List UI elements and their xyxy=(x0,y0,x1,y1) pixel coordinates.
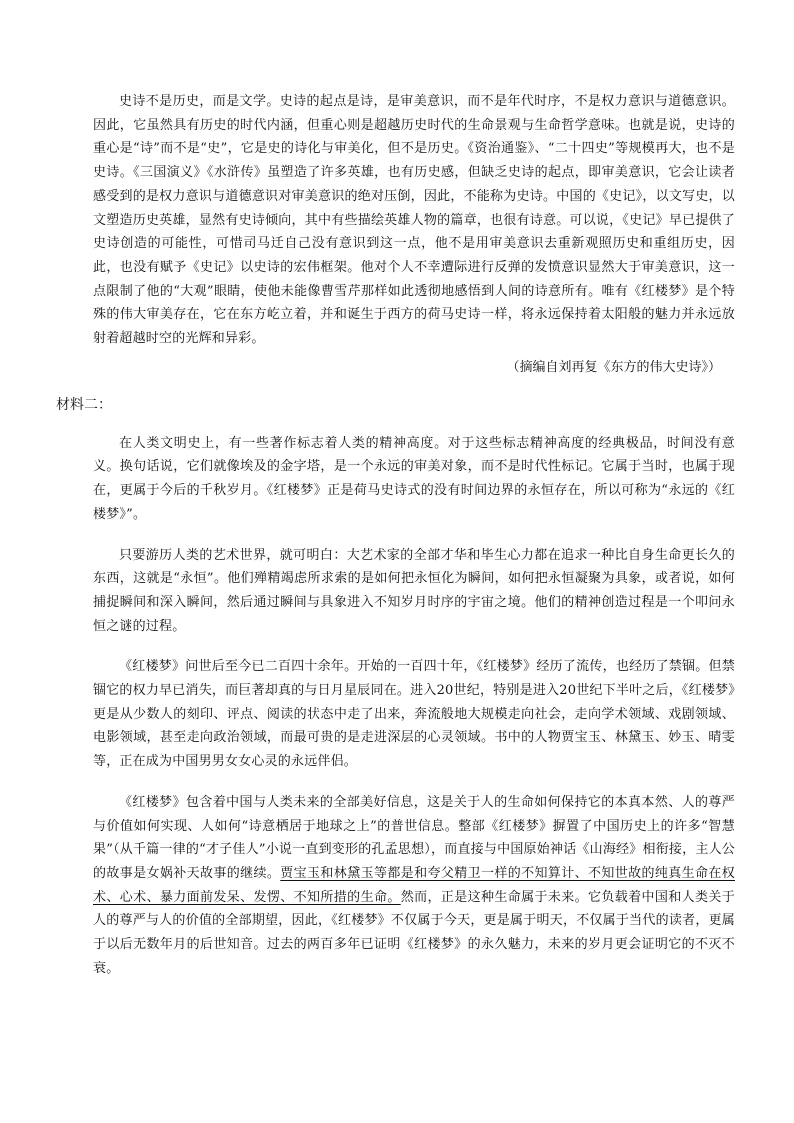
material-one-paragraph: 史诗不是历史，而是文学。史诗的起点是诗，是审美意识，而不是年代时序，不是权力意识与道德意识。因此，它虽然具有历史的时代内涵，但重心则是超越历史时代的生命景观与生命哲学意味。也就是说，史诗的重心是“诗”而不是“史”，它是史的诗化与审美化，但不是历史。《资治通鉴》、“二十四史”等规模再大，也不是史诗。《三国演义》《水浒传》虽塑造了许多英雄，也有历史感，但缺乏史诗的起点，即审美意识，它会让读者感受到的是权力意识与道德意识对审美意识的绝对压倒，因此，不能称为史诗。中国的《史记》，以文写史，以文塑造历史英雄，显然有史诗倾向，其中有些描绘英雄人物的篇章，也很有诗意。可以说，《史记》早已提供了史诗创造的可能性，可惜司马迁自己没有意识到这一点，他不是用审美意识去重新观照历史和重组历史，因此，也没有赋予《史记》以史诗的宏伟框架。他对个人不幸遭际进行反弹的发愤意识显然大于审美意识，这一点限制了他的“大观”眼睛，使他未能像曹雪芹那样如此透彻地感悟到人间的诗意所有。唯有《红楼梦》是个特殊的伟大审美存在，它在东方屹立着，并和诞生于西方的荷马史诗一样，将永远保持着太阳般的魅力并永远放射着超越时空的光辉和异彩。 xyxy=(93,94,735,347)
document-page xyxy=(56,90,735,981)
material-two-paragraph-4 xyxy=(93,791,735,981)
paragraph-4-text-before: 《红楼梦》包含着中国与人类未来的全部美好信息，这是关于人的生命如何保持它的本真本然、人的尊严与价值如何实现、人如何“诗意栖居于地球之上”的普世信息。整部《红楼梦》摒置了中国历史上的许多“智慧果”（从千篇一律的“才子佳人”小说一直到变形的孔孟思想），而直接与中国原始神话《山海经》相衔接，主人公的故事是女娲补天故事的继续。 xyxy=(93,794,735,881)
material-two-heading: 材料二： xyxy=(56,396,112,413)
paragraph-4-text-after: 然而，正是这种生命属于未来。它负载着中国和人类关于人的尊严与人的价值的全部期望，因此，《红楼梦》不仅属于今天，更是属于明天，不仅属于当代的读者，更属于以后无数年月的后世知音。过去的两百多年已证明《红楼梦》的永久魅力，未来的岁月更会证明它的不灭不衰。 xyxy=(93,889,735,976)
material-two-paragraph-2: 只要游历人类的艺术世界，就可明白：大艺术家的全部才华和毕生心力都在追求一种比自身生命更长久的东西，这就是“永恒”。他们殚精竭虑所求索的是如何把永恒化为瞬间，如何把永恒凝聚为具象，或者说，如何捕捉瞬间和深入瞬间，然后通过瞬间与具象进入不知岁月时序的宇宙之境。他们的精神创造过程是一个叩问永恒之谜的过程。 xyxy=(93,547,735,634)
material-two-paragraph-1: 在人类文明史上，有一些著作标志着人类的精神高度。对于这些标志精神高度的经典极品，时间没有意义。换句话说，它们就像埃及的金字塔，是一个永远的审美对象，而不是时代性标记。它属于当时，也属于现在，更属于今后的千秋岁月。《红楼梦》正是荷马史诗式的没有时间边界的永恒存在，所以可称为“永远的《红楼梦》”。 xyxy=(93,435,735,522)
material-two-paragraph-3: 《红楼梦》问世后至今已二百四十余年。开始的一百四十年，《红楼梦》经历了流传，也经历了禁锢。但禁锢它的权力早已消失，而巨著却真的与日月星辰同在。进入20世纪，特别是进入20世纪下半叶之后，《红楼梦》更是从少数人的刻印、评点、阅读的状态中走了出来，奔流般地大规模走向社会，走向学术领域、戏剧领域、电影领域，甚至走向政治领域，而最可贵的是走进深层的心灵领域。书中的人物贾宝玉、林黛玉、妙玉、晴雯等，正在成为中国男男女女心灵的永远伴侣。 xyxy=(93,659,735,770)
source-citation: （摘编自刘再复《东方的伟大史诗》） xyxy=(506,359,721,375)
underlined-sentence: 贾宝玉和林黛玉等都是和夸父精卫一样的不知算计、不知世故的纯真生命在权术、心术、暴力面前发呆、发愣、不知所措的生命。 xyxy=(93,865,735,905)
